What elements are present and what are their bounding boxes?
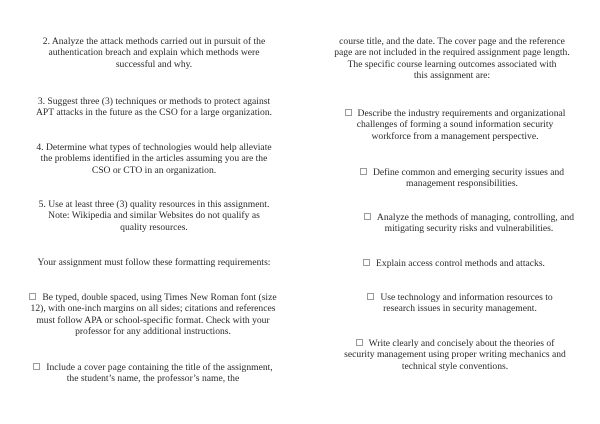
bullet-icon xyxy=(356,339,363,346)
requirement-item-2: 2. Analyze the attack methods carried out in pursuit of the authentication breach and explain which methods were successful and why. xyxy=(42,36,266,70)
outcome-item-3-text: Analyze the methods of managing, controlling, and mitigating security risks and vulnerabilities. xyxy=(376,212,575,235)
outcome-item-3 xyxy=(354,212,584,235)
outcome-item-1-text: Describe the industry requirements and organizational challenges of forming a sound information security workforce from a management perspective. xyxy=(356,108,566,142)
cover-page-continuation: course title, and the date. The cover page and the reference page are not included in the required assignment page length. xyxy=(334,36,570,59)
outcome-item-4 xyxy=(346,258,562,269)
requirement-item-4: 4. Determine what types of technologies would help alleviate the problems identified in the articles assuming you are the CSO or CTO in an organization. xyxy=(36,142,272,176)
outcome-item-5 xyxy=(358,292,562,315)
outcome-item-6 xyxy=(340,338,570,372)
bullet-icon xyxy=(360,168,367,175)
outcomes-intro: The specific course learning outcomes associated with this assignment are: xyxy=(347,59,557,82)
formatting-bullet-2-text: Include a cover page containing the title of the assignment, the student’s name, the professor’s name, the xyxy=(46,362,273,385)
bullet-icon xyxy=(363,259,370,266)
formatting-intro: Your assignment must follow these formatting requirements: xyxy=(37,257,271,268)
outcome-item-6-text: Write clearly and concisely about the theories of security management using proper writing mechanics and technical style conventions. xyxy=(344,338,566,372)
bullet-icon xyxy=(364,213,371,220)
outcome-item-4-text: Explain access control methods and attacks. xyxy=(376,258,545,269)
outcome-item-5-text: Use technology and information resources to research issues in security management. xyxy=(380,292,553,315)
requirement-item-5: 5. Use at least three (3) quality resources in this assignment. Note: Wikipedia and similar Websites do not qualify as quality resources. xyxy=(38,199,270,233)
formatting-bullet-2 xyxy=(28,362,278,385)
bullet-icon xyxy=(367,293,374,300)
bullet-icon xyxy=(345,109,352,116)
outcome-item-2 xyxy=(354,167,570,190)
formatting-bullet-1 xyxy=(24,292,282,338)
bullet-icon xyxy=(33,363,40,370)
formatting-bullet-1-text: Be typed, double spaced, using Times New Roman font (size 12), with one-inch margins on all sides; citations and references must follow APA or school-specific format. Check with your professor for any additional instructions. xyxy=(30,292,277,338)
requirement-item-3: 3. Suggest three (3) techniques or methods to protect against APT attacks in the future as the CSO for a large organization. xyxy=(35,96,273,119)
right-page xyxy=(300,0,600,424)
bullet-icon xyxy=(29,293,36,300)
outcome-item-1 xyxy=(340,108,570,142)
outcome-item-2-text: Define common and emerging security issues and management responsibilities. xyxy=(372,167,565,190)
